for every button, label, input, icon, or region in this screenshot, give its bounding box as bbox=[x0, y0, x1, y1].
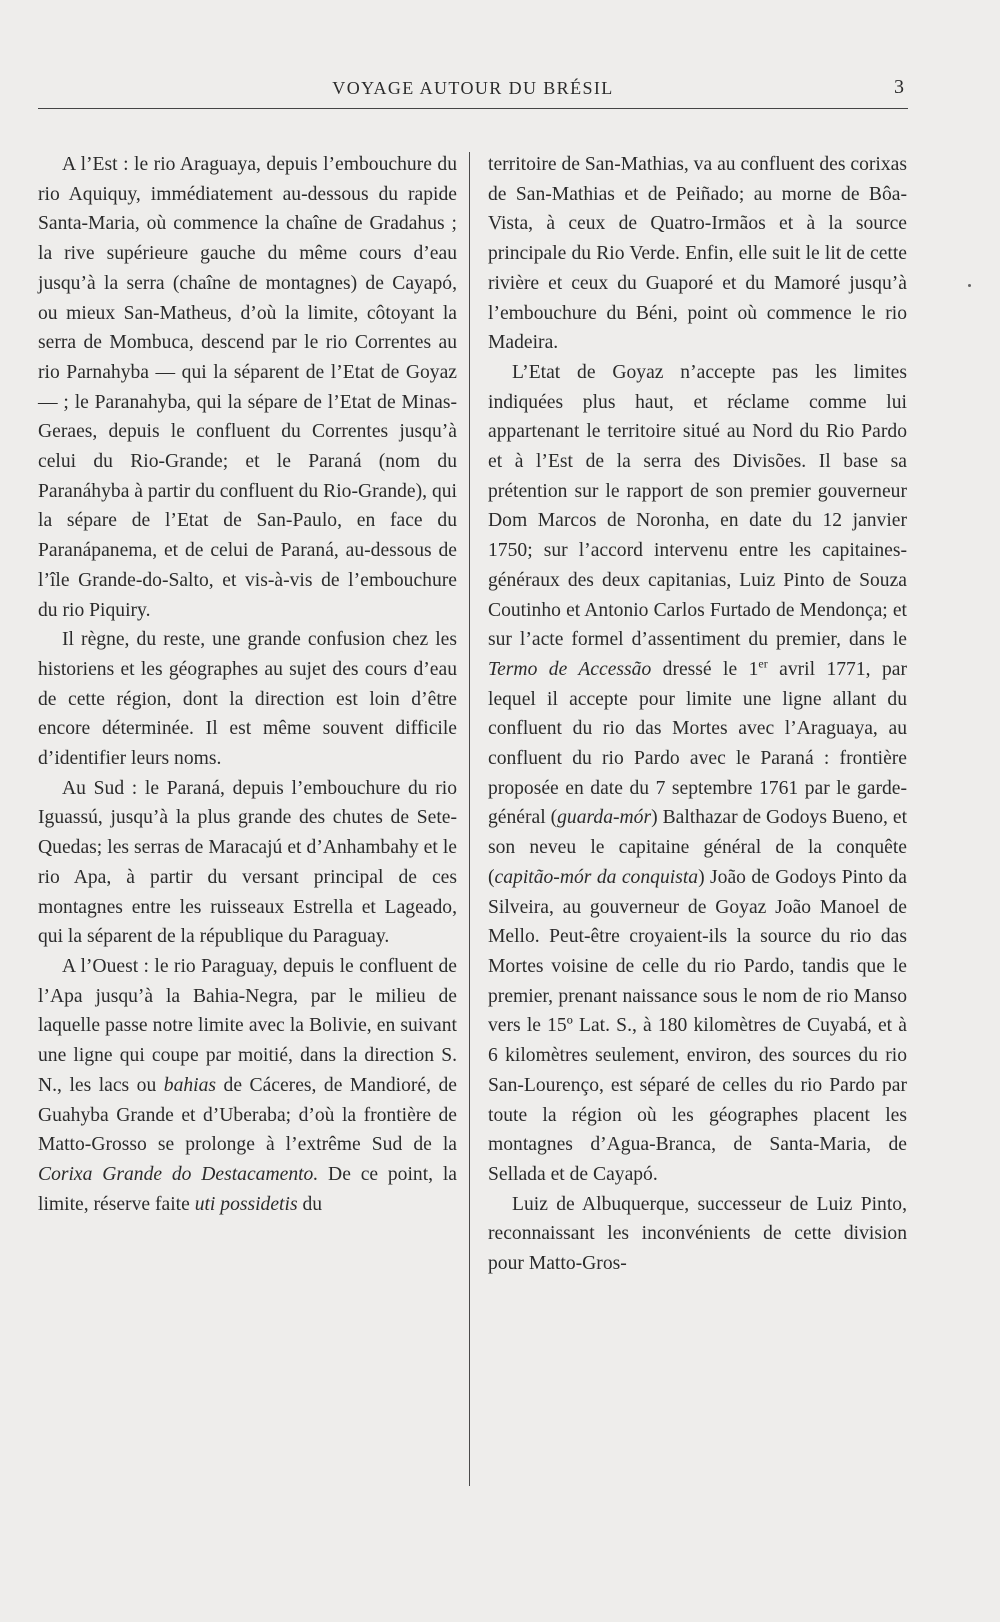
running-title: VOYAGE AUTOUR DU BRÉSIL bbox=[332, 78, 614, 98]
right-column bbox=[488, 150, 907, 1279]
page-number: 3 bbox=[894, 76, 904, 98]
left-column bbox=[38, 150, 457, 1219]
paragraph-south-border: Au Sud : le Paraná, depuis l’embouchure du rio Iguassú, jusqu’à la plus grande des chutes de Sete-Quedas; les serras de Maracajú et d’Anhambahy et le rio Apa, à partir du versant principal de ces montagnes entre les ruisseaux Estrella et Lageado, qui la séparent de la république du Paraguay. bbox=[38, 777, 457, 948]
paragraph-confusion: Il règne, du reste, une grande confusion chez les historiens et les géographes au sujet des cours d’eau de cette région, dont la direction est loin d’être encore déterminée. Il est même souvent difficile d’identifier leurs noms. bbox=[38, 629, 457, 770]
paragraph-albuquerque: Luiz de Albuquerque, successeur de Luiz Pinto, reconnaissant les inconvénients de cette division pour Matto-Gros- bbox=[488, 1193, 907, 1275]
page-header bbox=[38, 76, 908, 109]
paragraph-east-border: A l’Est : le rio Araguaya, depuis l’embouchure du rio Aquiquy, immédiatement au-dessous du rapide Santa-Maria, où commence la chaîne de Gradahus ; la rive supérieure gauche du même cours d’eau jusqu’à la serra (chaîne de montagnes) de Cayapó, ou mieux San-Matheus, d’où la limite, côtoyant la serra de Mombuca, descend par le rio Correntes au rio Parnahyba — qui la séparent de l’Etat de Goyaz — ; le Paranahyba, qui la sépare de l’Etat de Minas-Geraes, depuis le confluent du Correntes jusqu’à celui du Rio-Grande; et le Paraná (nom du Paranáhyba à partir du confluent du Rio-Grande), qui la sépare de l’Etat de San-Paulo, en face du Paranápanema, et de celui de Paraná, au-dessous de l’île Grande-do-Salto, et vis-à-vis de l’embouchure du rio Piquiry. bbox=[38, 154, 457, 621]
margin-speck bbox=[968, 284, 971, 287]
paragraph-continuation: territoire de San-Mathias, va au confluent des corixas de San-Mathias et de Peiñado; au morne de Bôa-Vista, à ceux de Quatro-Irmãos et à la source principale du Rio Verde. Enfin, elle suit le lit de cette rivière et ceux du Guaporé et du Mamoré jusqu’à l’embouchure du Béni, point où commence le rio Madeira. bbox=[488, 154, 907, 354]
column-divider bbox=[469, 152, 470, 1486]
paragraph-west-border: A l’Ouest : le rio Paraguay, depuis le confluent de l’Apa jusqu’à la Bahia-Negra, par le milieu de laquelle passe notre limite avec la Bolivie, en suivant une ligne qui coupe par moitié, dans la direction S. N., les lacs ou bahias de Cáceres, de Mandioré, de Guahyba Grande et d’Uberaba; d’où la frontière de Matto-Grosso se prolonge à l’extrême Sud de la Corixa Grande do Destacamento. De ce point, la limite, réserve faite uti possidetis du bbox=[38, 955, 457, 1215]
paragraph-goyaz-claim: L’Etat de Goyaz n’accepte pas les limites indiquées plus haut, et réclame comme lui appartenant le territoire situé au Nord du Rio Pardo et à l’Est de la serra des Divisões. Il base sa prétention sur le rapport de son premier gouverneur Dom Marcos de Noronha, en date du 12 janvier 1750; sur l’accord intervenu entre les capitaines-généraux des deux capitanias, Luiz Pinto de Souza Coutinho et Antonio Carlos Furtado de Mendonça; et sur l’acte formel d’assentiment du premier, dans le Termo de Accessão dressé le 1er avril 1771, par lequel il accepte pour limite une ligne allant du confluent du rio das Mortes avec l’Araguaya, au confluent du rio Pardo avec le Paraná : frontière proposée en date du 7 septembre 1761 par le garde-général (guarda-mór) Balthazar de Godoys Bueno, et son neveu le capitaine général de la conquête (capitão-mór da conquista) João de Godoys Pinto da Silveira, au gouverneur de Goyaz João Manoel de Mello. Peut-être croyaient-ils la source du rio das Mortes voisine de celle du rio Pardo, tandis que le premier, prenant naissance sous le nom de rio Manso vers le 15º Lat. S., à 180 kilomètres de Cuyabá, et à 6 kilomètres seulement, environ, des sources du rio San-Lourenço, est séparé de celles du rio Pardo par toute la région où les géographes placent les montagnes d’Agua-Branca, de Santa-Maria, de Sellada et de Cayapó. bbox=[488, 361, 908, 1185]
